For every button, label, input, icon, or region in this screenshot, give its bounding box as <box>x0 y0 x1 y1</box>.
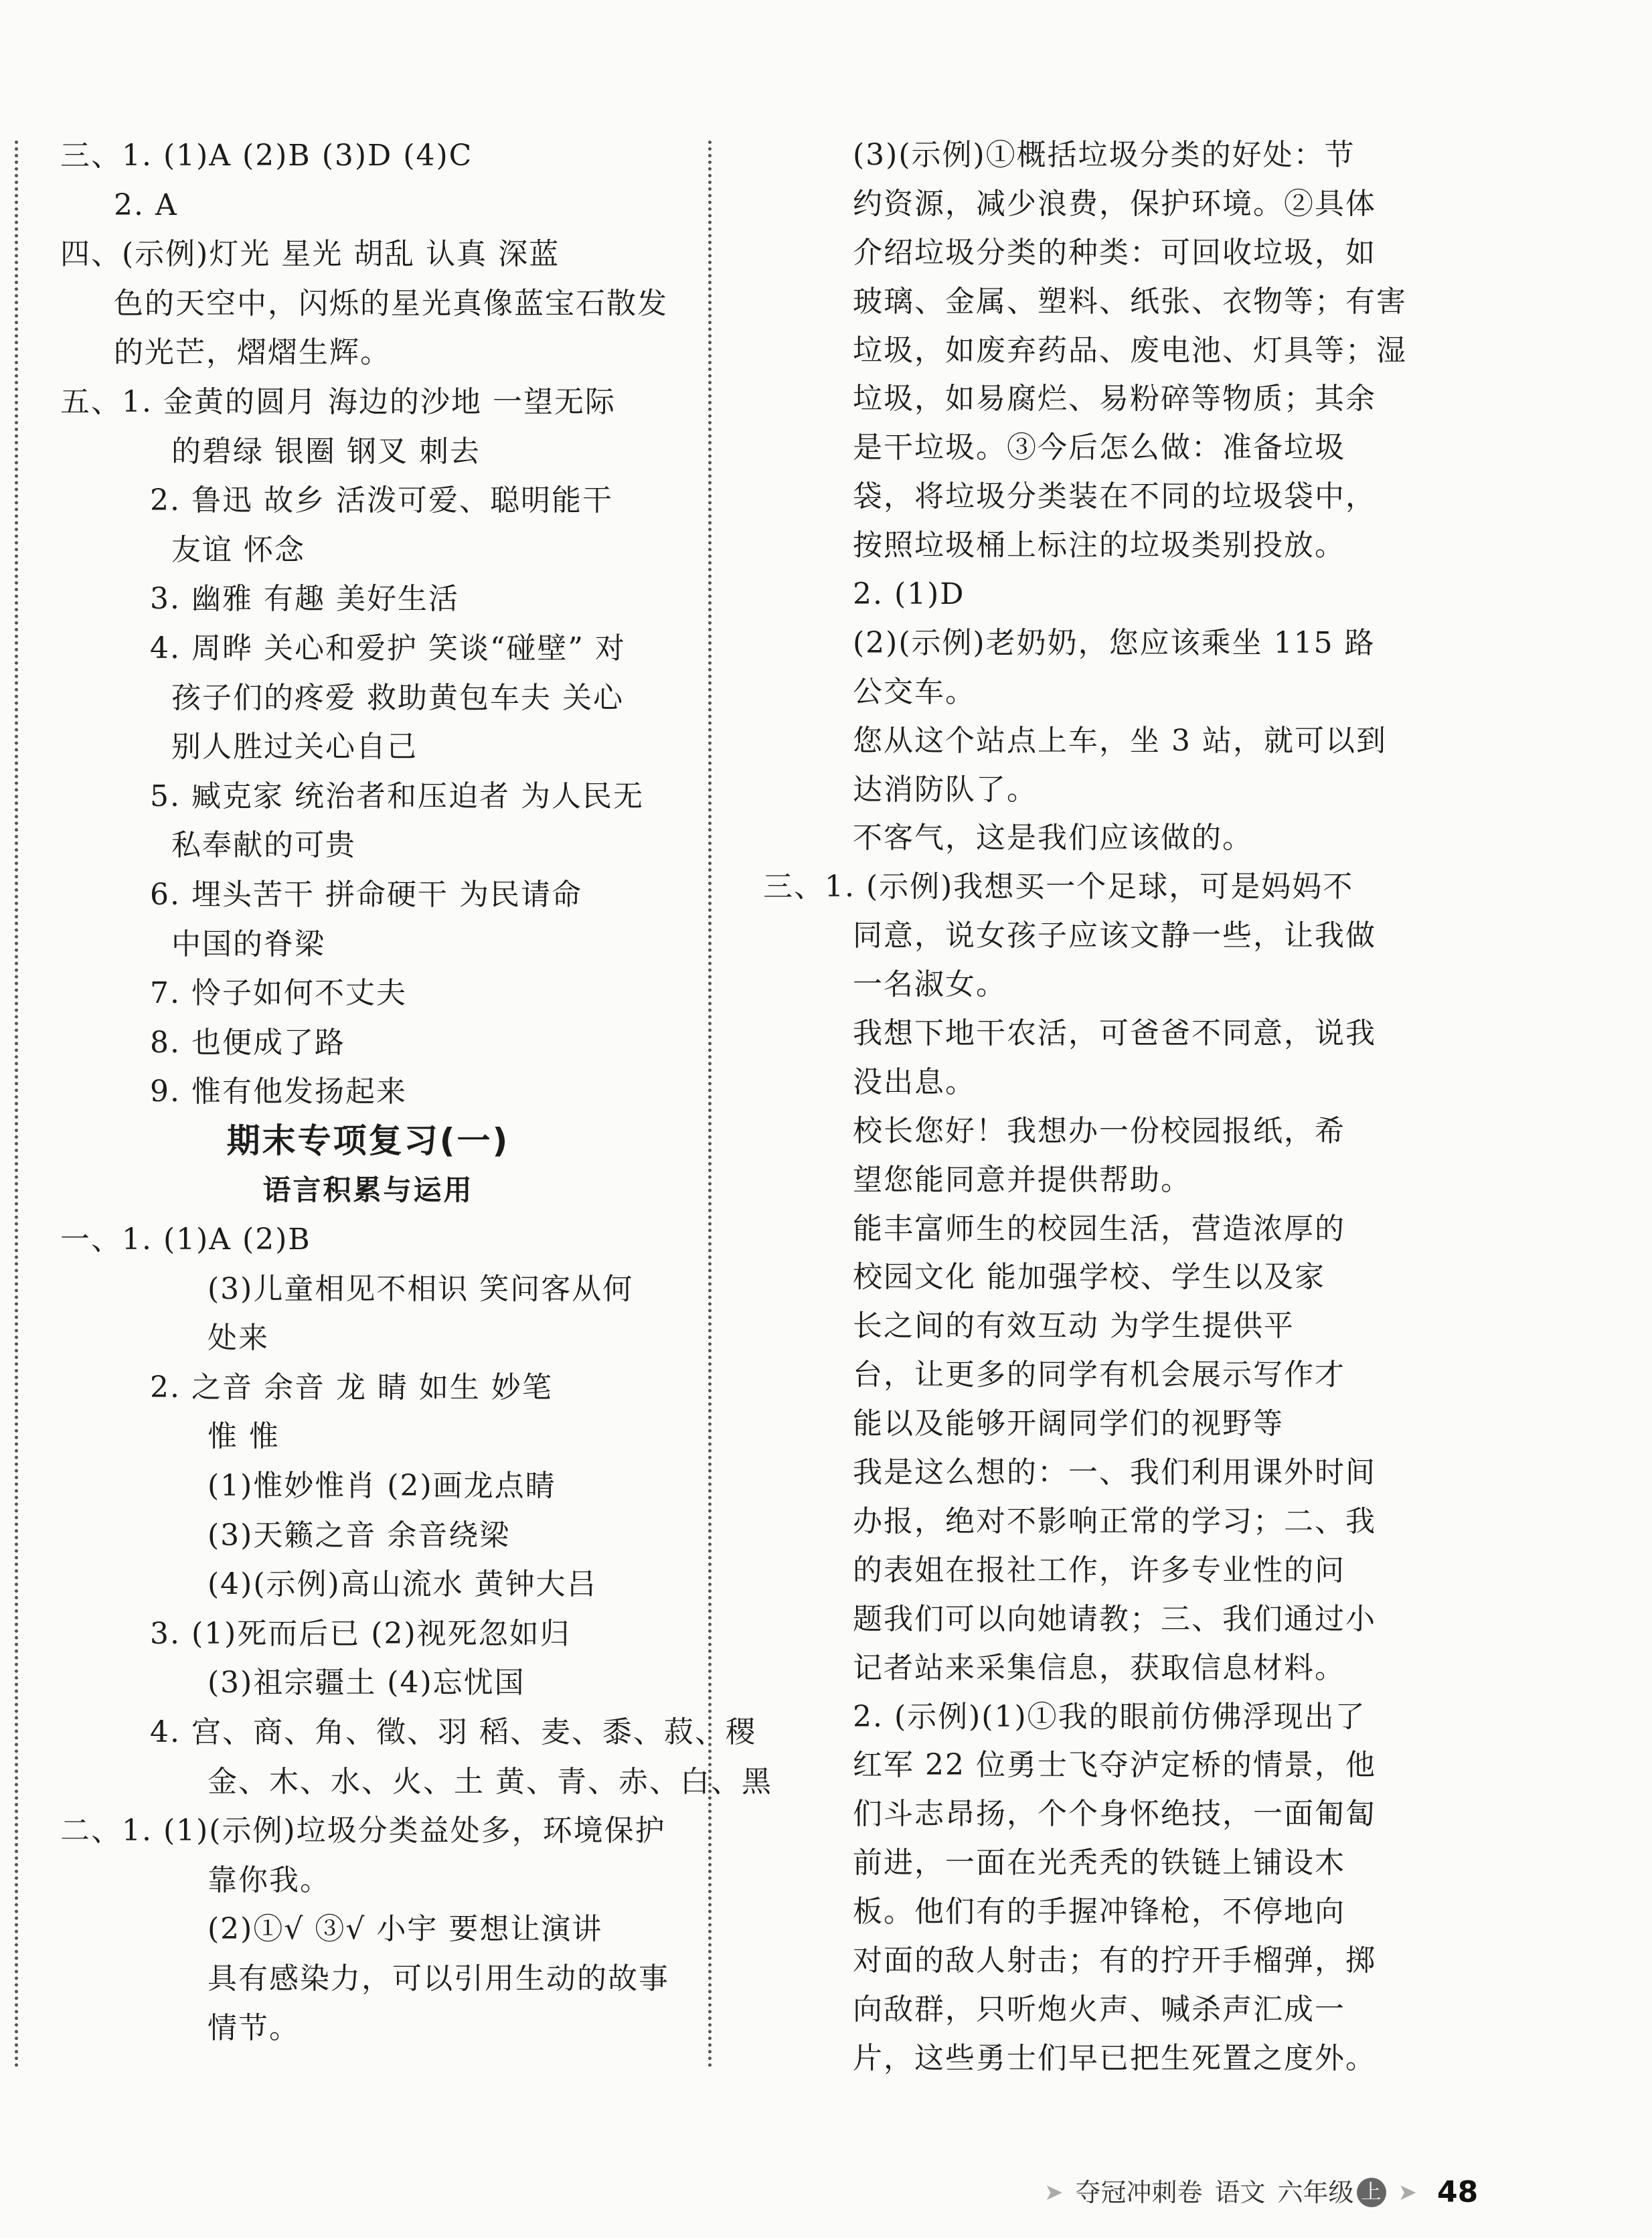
answer-line: 前进，一面在光秃秃的铁链上铺设木 <box>853 1846 1345 1881</box>
answer-line: 3. 幽雅 有趣 美好生活 <box>150 582 459 617</box>
book-title: 夺冠冲刺卷 <box>1075 2178 1203 2207</box>
answer-line: 介绍垃圾分类的种类：可回收垃圾，如 <box>853 235 1376 270</box>
right-column <box>763 131 1407 2083</box>
answer-line: (1)惟妙惟肖 (2)画龙点睛 <box>208 1469 556 1504</box>
answer-line: 是干垃圾。③今后怎么做：准备垃圾 <box>853 430 1345 465</box>
answer-line: 别人胜过关心自己 <box>171 730 418 765</box>
binding-dotted-line <box>15 141 18 2069</box>
answer-line: 玻璃、金属、塑料、纸张、衣物等；有害 <box>853 284 1407 319</box>
answer-line: 达消防队了。 <box>853 772 1038 807</box>
answer-line: 向敌群，只听炮火声、喊杀声汇成一 <box>853 1992 1345 2026</box>
page-footer <box>1044 2169 1478 2216</box>
answer-line: 2. 鲁迅 故乡 活泼可爱、聪明能干 <box>150 483 613 518</box>
answer-line: 情节。 <box>208 2010 300 2045</box>
answer-line: 长之间的有效互动 为学生提供平 <box>853 1309 1295 1344</box>
answer-line: 处来 <box>208 1321 269 1356</box>
answer-line: 一名淑女。 <box>853 967 1007 1002</box>
answer-line: 金、木、水、火、土 黄、青、赤、白、黑 <box>208 1764 772 1799</box>
answer-line: 能丰富师生的校园生活，营造浓厚的 <box>853 1211 1345 1246</box>
answer-line: 友谊 怀念 <box>171 532 305 567</box>
answer-line: 约资源，减少浪费，保护环境。②具体 <box>853 186 1376 221</box>
answer-line: 靠你我。 <box>208 1862 331 1897</box>
term-badge: 上 <box>1357 2178 1386 2207</box>
section-title: 期末专项复习(一) <box>226 1121 510 1160</box>
answer-line: 的碧绿 银圈 钢叉 刺去 <box>171 434 481 469</box>
answer-line: 四、(示例)灯光 星光 胡乱 认真 深蓝 <box>60 237 560 272</box>
answer-line: 没出息。 <box>853 1064 976 1099</box>
answer-line: 5. 臧克家 统治者和压迫者 为人民无 <box>150 779 644 813</box>
answer-line: 对面的敌人射击；有的拧开手榴弹，掷 <box>853 1943 1376 1978</box>
grade-text: 六年级 <box>1277 2178 1354 2207</box>
subject-label: 语文 <box>1214 2178 1266 2207</box>
answer-line: 袋，将垃圾分类装在不同的垃圾袋中， <box>853 479 1376 514</box>
page-number: 48 <box>1437 2175 1479 2209</box>
answer-line: 红军 22 位勇士飞夺泸定桥的情景，他 <box>853 1748 1376 1783</box>
answer-line: 台，让更多的同学有机会展示写作才 <box>853 1358 1345 1392</box>
answer-line: (3)天籁之音 余音绕梁 <box>208 1518 511 1552</box>
answer-line: 不客气，这是我们应该做的。 <box>853 821 1253 856</box>
answer-line: 能以及能够开阔同学们的视野等 <box>853 1407 1284 1441</box>
answer-line: 校长您好！我想办一份校园报纸，希 <box>853 1113 1345 1148</box>
answer-line: 垃圾，如易腐烂、易粉碎等物质；其余 <box>853 382 1376 416</box>
answer-line: (2)①√ ③√ 小宇 要想让演讲 <box>208 1912 603 1947</box>
answer-line: (2)(示例)老奶奶，您应该乘坐 115 路 <box>853 625 1376 660</box>
answer-line: 二、1. (1)(示例)垃圾分类益处多，环境保护 <box>60 1814 666 1848</box>
answer-line: 的表姐在报社工作，许多专业性的问 <box>853 1552 1345 1587</box>
answer-line: 公交车。 <box>853 674 976 709</box>
answer-line: 惟 惟 <box>208 1419 280 1454</box>
answer-line: (3)(示例)①概括垃圾分类的好处：节 <box>853 138 1355 172</box>
left-column <box>60 131 772 2053</box>
answer-line: 您从这个站点上车，坐 3 站，就可以到 <box>853 723 1387 758</box>
answer-line: 校园文化 能加强学校、学生以及家 <box>853 1260 1325 1295</box>
answer-line: 色的天空中，闪烁的星光真像蓝宝石散发 <box>114 286 668 321</box>
answer-line: (3)儿童相见不相识 笑问客从何 <box>208 1271 634 1306</box>
section-subtitle: 语言积累与运用 <box>262 1174 474 1207</box>
answer-line: 2. 之音 余音 龙 睛 如生 妙笔 <box>150 1370 553 1405</box>
answer-line: 中国的脊梁 <box>171 927 325 961</box>
answer-line: 2. (1)D <box>853 577 965 612</box>
answer-line: 五、1. 金黄的圆月 海边的沙地 一望无际 <box>60 384 616 419</box>
answer-line: 三、1. (示例)我想买一个足球，可是妈妈不 <box>763 870 1354 904</box>
answer-line: 6. 埋头苦干 拼命硬干 为民请命 <box>150 877 582 912</box>
answer-line: 望您能同意并提供帮助。 <box>853 1162 1191 1197</box>
answer-line: 记者站来采集信息，获取信息材料。 <box>853 1650 1345 1685</box>
arrow-right-icon: ➤ <box>1044 2179 1064 2206</box>
answer-line: 一、1. (1)A (2)B <box>60 1222 311 1257</box>
answer-line: 按照垃圾桶上标注的垃圾类别投放。 <box>853 528 1345 563</box>
answer-line: 8. 也便成了路 <box>150 1025 345 1060</box>
answer-line: 4. 周晔 关心和爱护 笑谈“碰壁” 对 <box>150 631 626 665</box>
answer-line: 4. 宫、商、角、徵、羽 稻、麦、黍、菽、稷 <box>150 1715 756 1749</box>
answer-line: 们斗志昂扬，个个身怀绝技，一面匍匐 <box>853 1797 1376 1832</box>
answer-line: 的光芒，熠熠生辉。 <box>114 335 391 370</box>
answer-line: 我想下地干农活，可爸爸不同意，说我 <box>853 1016 1376 1051</box>
answer-line: 私奉献的可贵 <box>171 828 356 863</box>
answer-line: (3)祖宗疆土 (4)忘忧国 <box>208 1666 525 1700</box>
answer-line: 孩子们的疼爱 救助黄包车夫 关心 <box>171 680 624 715</box>
answer-line: 办报，绝对不影响正常的学习；二、我 <box>853 1504 1376 1538</box>
answer-line: 3. (1)死而后已 (2)视死忽如归 <box>150 1616 571 1651</box>
answer-line: 7. 怜子如何不丈夫 <box>150 976 407 1011</box>
answer-line: 我是这么想的：一、我们利用课外时间 <box>853 1455 1376 1490</box>
answer-line: 三、1. (1)A (2)B (3)D (4)C <box>60 139 473 173</box>
arrow-right-icon: ➤ <box>1398 2179 1418 2206</box>
answer-line: 同意，说女孩子应该文静一些，让我做 <box>853 918 1376 953</box>
answer-line: 片，这些勇士们早已把生死置之度外。 <box>853 2041 1376 2075</box>
grade-label <box>1278 2169 1386 2216</box>
answer-line: 2. (示例)(1)①我的眼前仿佛浮现出了 <box>853 1699 1366 1734</box>
answer-line: 2. A <box>114 187 178 222</box>
answer-line: 题我们可以向她请教；三、我们通过小 <box>853 1601 1376 1636</box>
answer-line: 垃圾，如废弃药品、废电池、灯具等；湿 <box>853 333 1407 368</box>
answer-line: 9. 惟有他发扬起来 <box>150 1074 407 1109</box>
answer-line: 具有感染力，可以引用生动的故事 <box>208 1961 669 1996</box>
answer-line: 板。他们有的手握冲锋枪，不停地向 <box>853 1895 1345 1929</box>
answer-line: (4)(示例)高山流水 黄钟大吕 <box>208 1567 598 1602</box>
